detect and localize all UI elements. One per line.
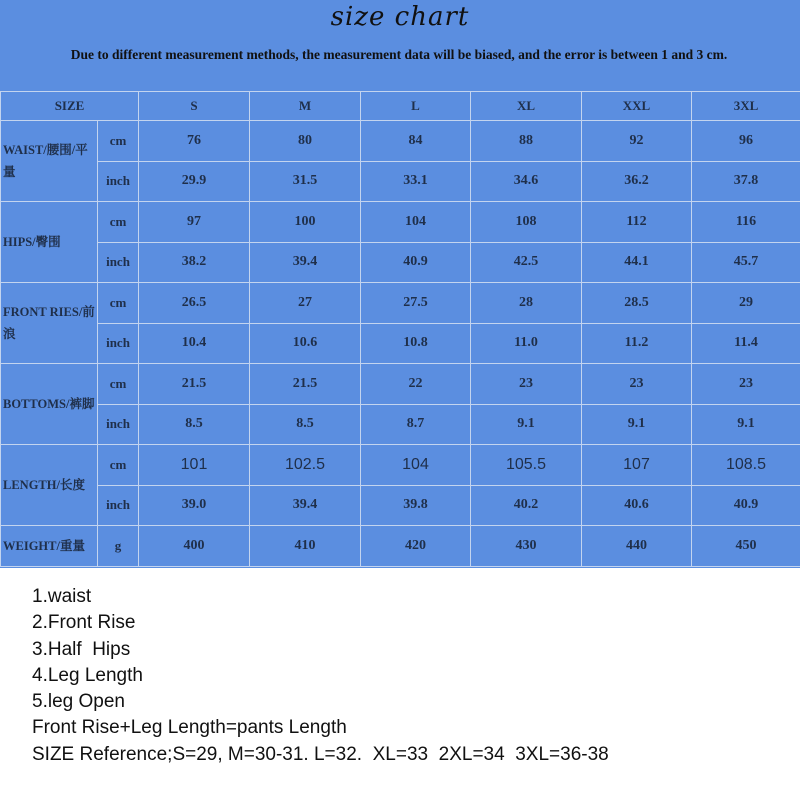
front-rise-label: FRONT RIES/前浪	[1, 283, 98, 364]
unit-cell: cm	[98, 364, 139, 405]
value-cell: 23	[582, 364, 692, 405]
value-cell: 104	[361, 445, 471, 486]
value-cell: 92	[582, 121, 692, 162]
value-cell: 22	[361, 364, 471, 405]
size-header-m: M	[250, 92, 361, 121]
note-line: 5.leg Open	[32, 691, 125, 713]
note-line: Front Rise+Leg Length=pants Length	[32, 717, 347, 739]
value-cell: 33.1	[361, 161, 471, 202]
size-header-xxl: XXL	[582, 92, 692, 121]
value-cell: 10.6	[250, 323, 361, 364]
value-cell: 112	[582, 202, 692, 243]
unit-cell: inch	[98, 242, 139, 283]
hips-label: HIPS/臀围	[1, 202, 98, 283]
value-cell: 108.5	[692, 445, 800, 486]
bottoms-label: BOTTOMS/裤脚	[1, 364, 98, 445]
value-cell: 34.6	[471, 161, 582, 202]
value-cell: 37.8	[692, 161, 800, 202]
value-cell: 11.4	[692, 323, 800, 364]
table-row	[1, 445, 800, 486]
value-cell: 116	[692, 202, 800, 243]
value-cell: 105.5	[471, 445, 582, 486]
value-cell: 38.2	[139, 242, 250, 283]
chart-title: size chart	[330, 2, 470, 32]
unit-cell: cm	[98, 121, 139, 162]
weight-label: WEIGHT/重量	[1, 526, 98, 567]
value-cell: 21.5	[250, 364, 361, 405]
value-cell: 11.2	[582, 323, 692, 364]
value-cell: 400	[139, 526, 250, 567]
value-cell: 410	[250, 526, 361, 567]
value-cell: 27	[250, 283, 361, 324]
size-header-label: SIZE	[1, 92, 139, 121]
value-cell: 9.1	[471, 404, 582, 445]
value-cell: 440	[582, 526, 692, 567]
size-table	[0, 91, 800, 567]
value-cell: 39.0	[139, 485, 250, 526]
value-cell: 430	[471, 526, 582, 567]
value-cell: 8.5	[139, 404, 250, 445]
table-row	[1, 242, 800, 283]
unit-cell: inch	[98, 323, 139, 364]
value-cell: 23	[471, 364, 582, 405]
value-cell: 42.5	[471, 242, 582, 283]
value-cell: 26.5	[139, 283, 250, 324]
value-cell: 9.1	[692, 404, 800, 445]
unit-cell: cm	[98, 445, 139, 486]
value-cell: 39.8	[361, 485, 471, 526]
table-row	[1, 283, 800, 324]
size-header-xl: XL	[471, 92, 582, 121]
value-cell: 40.6	[582, 485, 692, 526]
size-header-3xl: 3XL	[692, 92, 800, 121]
value-cell: 108	[471, 202, 582, 243]
note-line: 1.waist	[32, 586, 92, 607]
value-cell: 100	[250, 202, 361, 243]
value-cell: 45.7	[692, 242, 800, 283]
table-row	[1, 121, 800, 162]
value-cell: 84	[361, 121, 471, 162]
value-cell: 21.5	[139, 364, 250, 405]
value-cell: 39.4	[250, 242, 361, 283]
measurement-notes	[32, 584, 609, 768]
value-cell: 102.5	[250, 445, 361, 486]
value-cell: 101	[139, 445, 250, 486]
value-cell: 31.5	[250, 161, 361, 202]
table-row	[1, 364, 800, 405]
size-reference-line: SIZE Reference;S=29, M=30-31. L=32. XL=33 2XL=34 3XL=36-38	[32, 743, 609, 765]
value-cell: 88	[471, 121, 582, 162]
value-cell: 39.4	[250, 485, 361, 526]
value-cell: 10.4	[139, 323, 250, 364]
value-cell: 104	[361, 202, 471, 243]
value-cell: 28	[471, 283, 582, 324]
note-line: 4.Leg Length	[32, 664, 143, 686]
value-cell: 97	[139, 202, 250, 243]
table-row	[1, 526, 800, 567]
value-cell: 40.2	[471, 485, 582, 526]
table-row	[1, 202, 800, 243]
size-header-l: L	[361, 92, 471, 121]
value-cell: 8.5	[250, 404, 361, 445]
value-cell: 10.8	[361, 323, 471, 364]
value-cell: 28.5	[582, 283, 692, 324]
length-label: LENGTH/长度	[1, 445, 98, 526]
unit-cell: inch	[98, 161, 139, 202]
table-row	[1, 404, 800, 445]
value-cell: 80	[250, 121, 361, 162]
value-cell: 40.9	[361, 242, 471, 283]
waist-label: WAIST/腰围/平量	[1, 121, 98, 202]
unit-cell: cm	[98, 283, 139, 324]
measurement-notice: Due to different measurement methods, the measurement data will be biased, and the error is between 1 and 3 cm.	[70, 47, 728, 62]
table-row	[1, 323, 800, 364]
value-cell: 23	[692, 364, 800, 405]
unit-cell: inch	[98, 404, 139, 445]
note-line: 3.Half Hips	[32, 638, 131, 660]
value-cell: 420	[361, 526, 471, 567]
table-row	[1, 161, 800, 202]
size-header-s: S	[139, 92, 250, 121]
unit-cell: inch	[98, 485, 139, 526]
unit-cell: g	[98, 526, 139, 567]
value-cell: 44.1	[582, 242, 692, 283]
value-cell: 8.7	[361, 404, 471, 445]
value-cell: 36.2	[582, 161, 692, 202]
value-cell: 40.9	[692, 485, 800, 526]
value-cell: 96	[692, 121, 800, 162]
note-line: 2.Front Rise	[32, 612, 136, 634]
value-cell: 29.9	[139, 161, 250, 202]
unit-cell: cm	[98, 202, 139, 243]
value-cell: 450	[692, 526, 800, 567]
value-cell: 27.5	[361, 283, 471, 324]
header-row	[1, 92, 800, 121]
value-cell: 9.1	[582, 404, 692, 445]
table-row	[1, 485, 800, 526]
value-cell: 29	[692, 283, 800, 324]
value-cell: 76	[139, 121, 250, 162]
value-cell: 107	[582, 445, 692, 486]
value-cell: 11.0	[471, 323, 582, 364]
